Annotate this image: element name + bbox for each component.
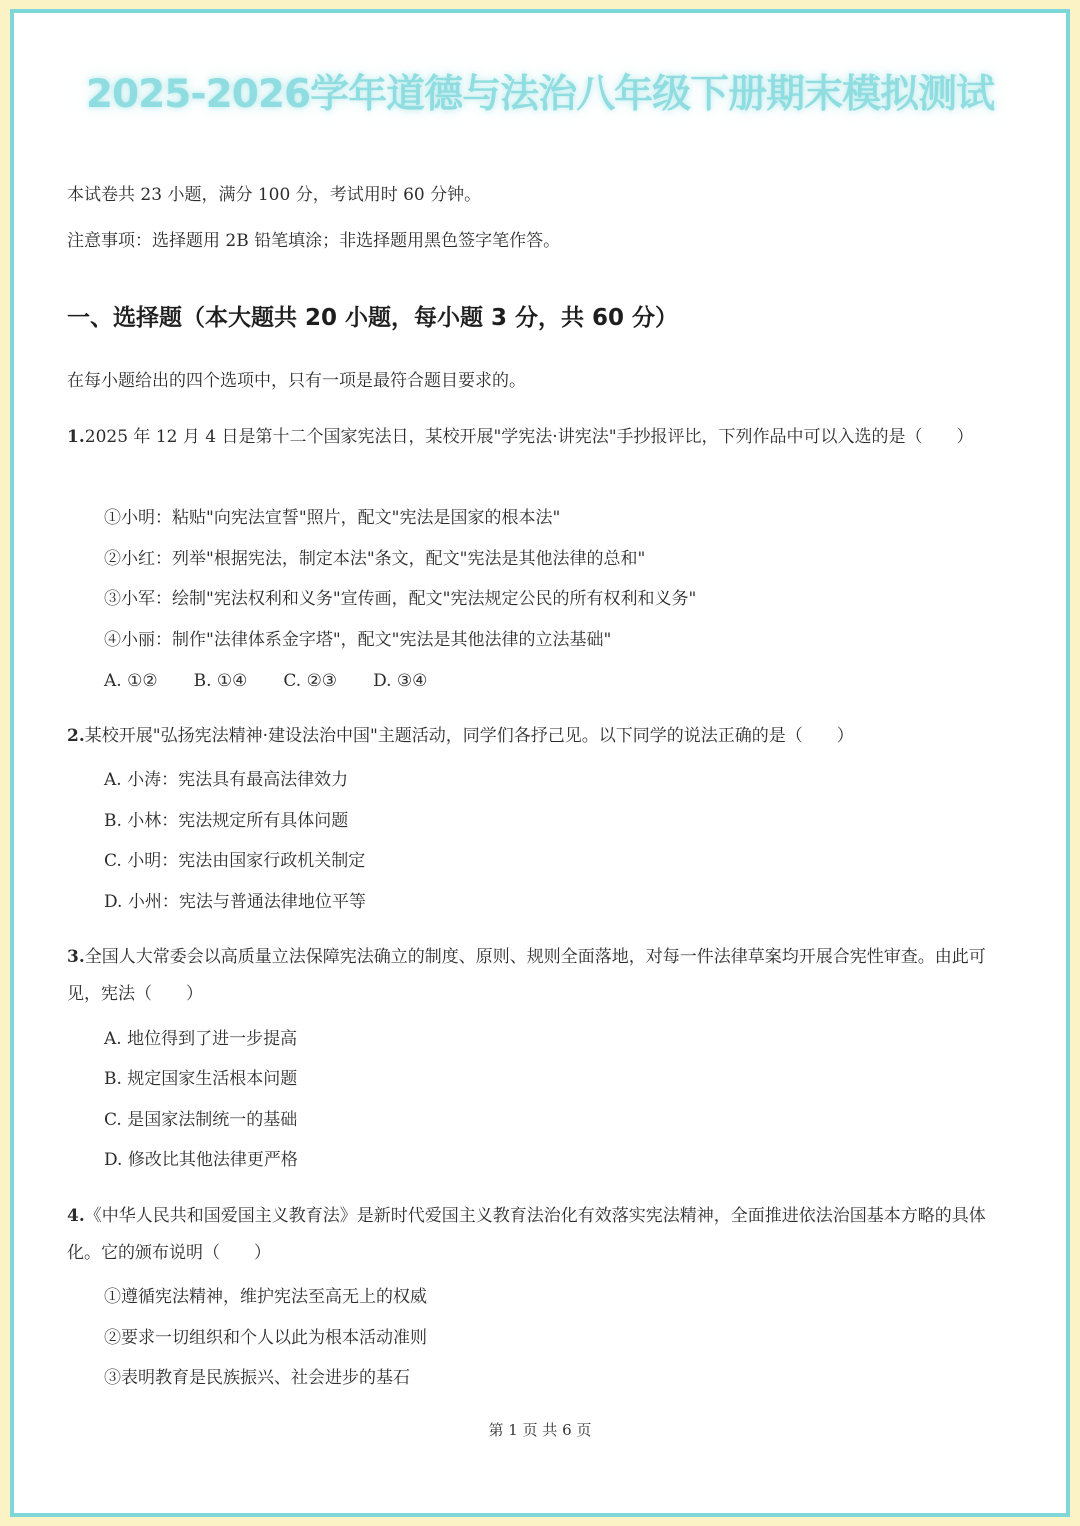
q4-statement-3: ③表明教育是民族振兴、社会进步的基石 bbox=[104, 1368, 410, 1388]
q1-statement-2: ②小红：列举"根据宪法，制定本法"条文，配文"宪法是其他法律的总和" bbox=[104, 549, 646, 569]
q1-statement-4: ④小丽：制作"法律体系金字塔"，配文"宪法是其他法律的立法基础" bbox=[104, 630, 612, 650]
question-3 bbox=[67, 939, 1012, 1013]
intro-line-2: 注意事项：选择题用 2B 铅笔填涂；非选择题用黑色签字笔作答。 bbox=[67, 231, 561, 251]
q2-option-d: D. 小州：宪法与普通法律地位平等 bbox=[104, 892, 366, 912]
q4-statement-1: ①遵循宪法精神，维护宪法至高无上的权威 bbox=[104, 1287, 427, 1307]
q3-option-d: D. 修改比其他法律更严格 bbox=[104, 1150, 298, 1170]
question-number: 2. bbox=[67, 726, 85, 746]
question-number: 3. bbox=[67, 947, 85, 967]
q1-choice-b: B. ①④ bbox=[193, 671, 248, 691]
q2-option-a: A. 小涛：宪法具有最高法律效力 bbox=[104, 770, 349, 790]
question-text: 某校开展"弘扬宪法精神·建设法治中国"主题活动，同学们各抒己见。以下同学的说法正确的是（ ） bbox=[84, 726, 854, 746]
q2-option-c: C. 小明：宪法由国家行政机关制定 bbox=[104, 851, 366, 871]
q4-statement-2: ②要求一切组织和个人以此为根本活动准则 bbox=[104, 1328, 427, 1348]
q1-choice-d: D. ③④ bbox=[373, 671, 428, 691]
question-text: 《中华人民共和国爱国主义教育法》是新时代爱国主义教育法治化有效落实宪法精神，全面推进依法治国基本方略的具体化。它的颁布说明（ ） bbox=[67, 1206, 986, 1263]
q1-statement-1: ①小明：粘贴"向宪法宣誓"照片，配文"宪法是国家的根本法" bbox=[104, 508, 561, 528]
question-2 bbox=[67, 718, 1012, 755]
q1-choice-c: C. ②③ bbox=[283, 671, 338, 691]
question-text: 全国人大常委会以高质量立法保障宪法确立的制度、原则、规则全面落地，对每一件法律草案均开展合宪性审查。由此可见，宪法（ ） bbox=[67, 947, 986, 1004]
q1-choice-a: A. ①② bbox=[104, 671, 158, 691]
section-instruction: 在每小题给出的四个选项中，只有一项是最符合题目要求的。 bbox=[67, 371, 526, 391]
exam-title: 2025-2026学年道德与法治八年级下册期末模拟测试 bbox=[85, 72, 995, 117]
q2-option-b: B. 小林：宪法规定所有具体问题 bbox=[104, 811, 349, 831]
question-number: 4. bbox=[67, 1206, 85, 1226]
q1-choices bbox=[104, 669, 463, 693]
question-text: 2025 年 12 月 4 日是第十二个国家宪法日，某校开展"学宪法·讲宪法"手抄报评比，下列作品中可以入选的是（ ） bbox=[84, 427, 974, 447]
question-number: 1. bbox=[67, 427, 85, 447]
intro-line-1: 本试卷共 23 小题，满分 100 分，考试用时 60 分钟。 bbox=[67, 185, 482, 205]
question-1 bbox=[67, 419, 1012, 456]
section-heading: 一、选择题（本大题共 20 小题，每小题 3 分，共 60 分） bbox=[67, 305, 679, 331]
q3-option-b: B. 规定国家生活根本问题 bbox=[104, 1069, 298, 1089]
q1-statement-3: ③小军：绘制"宪法权利和义务"宣传画，配文"宪法规定公民的所有权利和义务" bbox=[104, 589, 697, 609]
page-frame bbox=[10, 9, 1070, 1517]
question-4 bbox=[67, 1198, 1012, 1272]
q3-option-c: C. 是国家法制统一的基础 bbox=[104, 1110, 298, 1130]
q3-option-a: A. 地位得到了进一步提高 bbox=[104, 1029, 298, 1049]
page-footer: 第 1 页 共 6 页 bbox=[488, 1421, 592, 1439]
